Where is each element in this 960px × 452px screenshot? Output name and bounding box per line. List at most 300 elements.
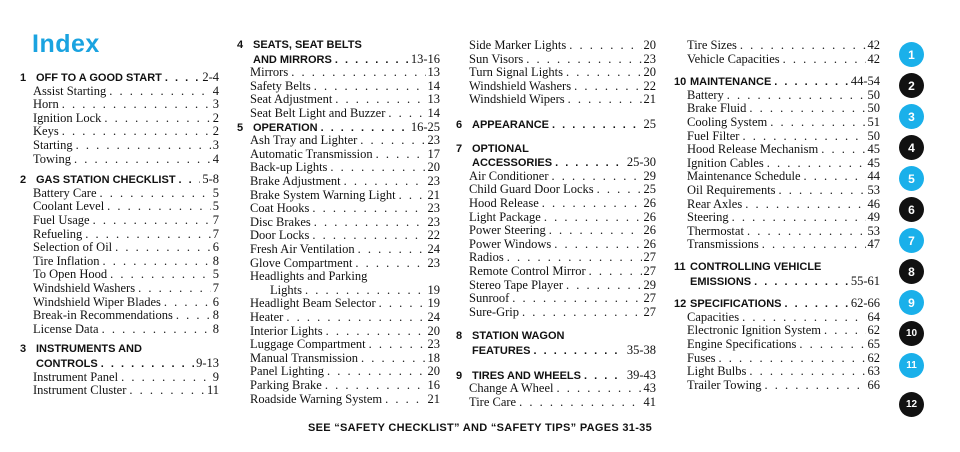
section-tab-7[interactable]: 7 [899, 228, 924, 253]
index-entry [674, 364, 880, 378]
section-heading [20, 70, 219, 84]
leader-dots [291, 65, 425, 79]
section-title: FEATURES [472, 345, 531, 357]
index-entry [237, 65, 440, 79]
page-range: 16-25 [410, 119, 440, 134]
leader-dots [110, 267, 211, 281]
page-number: 23 [427, 133, 440, 148]
entry-label: Windshield Wiper Blades [33, 294, 161, 309]
page-number: 22 [427, 228, 440, 243]
page-number: 21 [643, 92, 656, 107]
index-entry [674, 38, 880, 52]
entry-label: Power Windows [469, 236, 552, 251]
entry-label: Selection of Oil [33, 240, 113, 255]
section-title: SPECIFICATIONS [690, 298, 782, 311]
entry-label: Capacities [687, 309, 740, 324]
section-title: TIRES AND WHEELS [472, 369, 581, 382]
index-entry [237, 147, 440, 161]
entry-label: Brake Fluid [687, 101, 747, 116]
leader-dots [115, 240, 211, 254]
entry-label: Stereo Tape Player [469, 277, 564, 292]
page-range: 25-30 [626, 155, 656, 170]
index-entry [674, 156, 880, 170]
page-number: 6 [212, 240, 219, 255]
section-heading [237, 38, 440, 52]
leader-dots [804, 169, 866, 183]
entry-label: Luggage Compartment [250, 337, 366, 352]
entry-label: Light Package [469, 209, 541, 224]
leader-dots [507, 250, 642, 264]
leader-dots [85, 227, 210, 241]
index-entry [674, 310, 880, 324]
leader-dots [312, 228, 425, 242]
leader-dots [519, 395, 641, 409]
page-number: 8 [212, 308, 219, 323]
entry-label: Windshield Wipers [469, 92, 565, 107]
section-heading [20, 342, 219, 356]
entry-label: Cooling System [687, 115, 768, 129]
page-number: 23 [643, 51, 656, 66]
entry-label: License Data [33, 321, 99, 336]
entry-label: Automatic Transmission [250, 146, 373, 161]
page-number: 21 [427, 187, 440, 202]
section-title: APPEARANCE [472, 119, 550, 131]
page-number: 26 [643, 209, 656, 224]
entry-label: Brake System Warning Light [250, 187, 396, 202]
page-number: 51 [867, 115, 880, 129]
page-number: 14 [427, 78, 440, 93]
page-number: 42 [867, 38, 880, 52]
leader-dots [93, 213, 211, 227]
page-number: 7 [212, 226, 219, 241]
leader-dots [589, 264, 642, 278]
index-entry [456, 169, 656, 183]
index-entry [237, 256, 440, 270]
page-number: 5 [212, 199, 219, 214]
index-entry [674, 52, 880, 66]
leader-dots [376, 147, 426, 161]
entry-label: Radios [469, 250, 504, 265]
entry-label: Mirrors [250, 65, 289, 80]
leader-dots [355, 256, 425, 270]
leader-dots [512, 291, 641, 305]
index-entry [237, 269, 440, 283]
leader-dots [526, 52, 641, 66]
section-title: OPTIONAL [472, 142, 529, 155]
section-heading [456, 117, 656, 131]
entry-label: Disc Brakes [250, 214, 311, 229]
leader-dots [360, 133, 425, 147]
section-tab-12[interactable]: 12 [899, 392, 924, 417]
section-heading [237, 52, 440, 66]
index-entry [237, 174, 440, 188]
index-entry [20, 281, 219, 295]
leader-dots [286, 310, 425, 324]
page-number: 23 [427, 174, 440, 188]
entry-label: Fuel Usage [33, 213, 90, 227]
page-number: 64 [867, 309, 880, 324]
section-number: 3 [20, 343, 27, 356]
entry-label: Oil Requirements [687, 183, 776, 197]
index-entry [674, 101, 880, 115]
index-entry [456, 79, 656, 93]
page-range: 35-38 [626, 343, 656, 357]
leader-dots [742, 310, 865, 324]
index-entry [456, 278, 656, 292]
section-title: INSTRUMENTS AND [36, 343, 142, 356]
page-number: 11 [206, 383, 219, 398]
entry-label: Heater [250, 310, 284, 324]
leader-dots [312, 201, 425, 215]
page-number: 21 [427, 391, 440, 406]
index-entry [456, 237, 656, 251]
section-heading [674, 74, 880, 88]
entry-label: Side Marker Lights [469, 38, 567, 52]
entry-label: Power Steering [469, 223, 546, 238]
leader-dots [164, 295, 211, 309]
page-range: 13-16 [410, 51, 440, 66]
index-entry [20, 322, 219, 336]
leader-dots [138, 281, 211, 295]
page-number: 8 [212, 321, 219, 336]
leader-dots [399, 188, 426, 202]
index-entry [674, 197, 880, 211]
page-number: 46 [867, 196, 880, 211]
entry-label: Sure-Grip [469, 304, 519, 319]
index-entry [20, 383, 219, 397]
section-heading [20, 356, 219, 370]
page-number: 42 [867, 51, 880, 66]
page-number: 65 [867, 337, 880, 351]
page-number: 24 [427, 310, 440, 324]
section-title: SEATS, SEAT BELTS [253, 39, 362, 51]
section-heading [456, 155, 656, 169]
section-number: 5 [237, 121, 244, 134]
page-number: 26 [643, 196, 656, 210]
page-number: 23 [427, 337, 440, 352]
entry-label: To Open Hood [33, 267, 108, 282]
index-entry [456, 65, 656, 79]
page-number: 7 [212, 281, 219, 295]
leader-dots [745, 197, 865, 211]
page-number: 26 [643, 223, 656, 238]
section-heading [237, 120, 440, 134]
section-title: MAINTENANCE [690, 76, 772, 89]
leader-dots [522, 305, 642, 319]
section-tab-5[interactable]: 5 [899, 166, 924, 191]
entry-label: Manual Transmission [250, 350, 359, 365]
page-number: 45 [867, 155, 880, 170]
page-number: 62 [867, 350, 880, 365]
leader-dots [76, 138, 211, 152]
leader-dots [326, 324, 426, 338]
page-range: 39-43 [626, 367, 656, 382]
entry-label: Turn Signal Lights [469, 65, 564, 80]
entry-label: Tire Sizes [687, 38, 737, 52]
leader-dots [102, 322, 211, 336]
index-entry [20, 308, 219, 322]
leader-dots [566, 65, 641, 79]
section-title: AND MIRRORS [253, 53, 332, 66]
section-number: 6 [456, 119, 463, 131]
leader-dots [574, 79, 641, 93]
index-entry [237, 283, 440, 297]
leader-dots [552, 118, 641, 132]
page-number: 5 [212, 267, 219, 282]
section-tab-4[interactable]: 4 [899, 135, 924, 160]
entry-label: Ignition Cables [687, 155, 764, 170]
page-range: 5-8 [202, 172, 219, 187]
page-number: 27 [643, 304, 656, 319]
entry-label: Steering [687, 210, 729, 225]
entry-label: Hood Release [469, 196, 539, 210]
entry-label: Child Guard Door Locks [469, 182, 594, 197]
index-entry [20, 254, 219, 268]
entry-label: Thermostat [687, 223, 744, 238]
entry-label: Light Bulbs [687, 364, 747, 379]
page-number: 5 [212, 185, 219, 200]
entry-label: Starting [33, 138, 73, 152]
page-number: 26 [643, 236, 656, 251]
section-tab-8[interactable]: 8 [899, 259, 924, 284]
index-entry [20, 213, 219, 227]
page-range: 62-66 [850, 296, 880, 311]
index-entry [20, 124, 219, 138]
index-entry [20, 111, 219, 125]
leader-dots [764, 378, 865, 392]
index-entry [674, 183, 880, 197]
index-entry [237, 337, 440, 351]
leader-dots [388, 106, 425, 120]
entry-label: Electronic Ignition System [687, 323, 822, 338]
index-entry [674, 210, 880, 224]
index-entry [674, 224, 880, 238]
leader-dots [330, 160, 425, 174]
entry-label: Tire Inflation [33, 253, 100, 268]
section-title: STATION WAGON [472, 330, 565, 343]
index-entry [674, 337, 880, 351]
index-entry [237, 324, 440, 338]
index-entry [20, 227, 219, 241]
page-number: 20 [643, 65, 656, 80]
leader-dots [358, 242, 426, 256]
leader-dots [597, 182, 642, 196]
leader-dots [107, 199, 211, 213]
index-entry [456, 264, 656, 278]
section-tab-9[interactable]: 9 [899, 290, 924, 315]
entry-label: Rear Axles [687, 196, 743, 211]
index-entry [456, 196, 656, 210]
index-entry [237, 160, 440, 174]
entry-label: Hood Release Mechanism [687, 142, 819, 157]
page-number: 8 [212, 253, 219, 268]
leader-dots [783, 52, 866, 66]
section-tab-11[interactable]: 11 [899, 353, 924, 378]
entry-label: Fuses [687, 350, 716, 365]
leader-dots [799, 337, 865, 351]
index-entry [456, 223, 656, 237]
page-number: 53 [867, 223, 880, 238]
page-range: 25 [643, 117, 656, 131]
page-number: 50 [867, 87, 880, 102]
entry-label: Fresh Air Ventilation [250, 242, 355, 256]
entry-label: Seat Belt Light and Buzzer [250, 106, 386, 120]
page-number: 29 [643, 277, 656, 292]
entry-label: Air Conditioner [469, 168, 549, 183]
index-entry [20, 152, 219, 166]
entry-label: Back-up Lights [250, 160, 328, 175]
leader-dots [314, 215, 426, 229]
entry-label: Sun Visors [469, 51, 524, 66]
section-number: 1 [20, 72, 27, 84]
index-entry [674, 169, 880, 183]
leader-dots [305, 283, 426, 297]
entry-label: Windshield Washers [33, 281, 136, 295]
page-number: 17 [427, 146, 440, 161]
section-number: 12 [674, 298, 687, 311]
page-number: 23 [427, 255, 440, 270]
leader-dots [327, 364, 426, 378]
section-number: 8 [456, 330, 463, 343]
section-tab-10[interactable]: 10 [899, 321, 924, 346]
index-entry [674, 142, 880, 156]
index-entry [237, 378, 440, 392]
leader-dots [74, 152, 211, 166]
leader-dots [569, 38, 641, 52]
leader-dots [385, 392, 425, 406]
page-range: 9-13 [196, 356, 219, 370]
page-number: 20 [643, 38, 656, 52]
page-number: 53 [867, 183, 880, 197]
index-entry [20, 84, 219, 98]
leader-dots [369, 337, 426, 351]
section-heading [20, 172, 219, 186]
leader-dots [779, 183, 866, 197]
page-number: 13 [427, 65, 440, 80]
entry-label: Sunroof [469, 291, 510, 306]
section-tab-3[interactable]: 3 [899, 104, 924, 129]
leader-dots [770, 115, 865, 129]
page-number: 63 [867, 364, 880, 379]
section-title: CONTROLLING VEHICLE [690, 261, 822, 273]
page-number: 23 [427, 201, 440, 216]
section-number: 11 [674, 261, 686, 273]
page-number: 47 [867, 237, 880, 252]
index-entry [237, 228, 440, 242]
page-number: 24 [427, 242, 440, 256]
leader-dots [727, 88, 866, 102]
index-entry [20, 267, 219, 281]
section-title: GAS STATION CHECKLIST [36, 174, 176, 187]
page-number: 43 [643, 381, 656, 396]
index-entry [456, 52, 656, 66]
section-heading [456, 142, 656, 156]
index-entry [237, 351, 440, 365]
section-number: 10 [674, 76, 687, 89]
index-entry [456, 38, 656, 52]
section-tab-1[interactable]: 1 [899, 42, 924, 67]
entry-label: Assist Starting [33, 83, 107, 98]
leader-dots [314, 79, 426, 93]
index-entry [237, 201, 440, 215]
section-title: EMISSIONS [690, 275, 752, 288]
leader-dots [749, 364, 865, 378]
leader-dots [747, 224, 866, 238]
entry-label: Safety Belts [250, 78, 311, 93]
section-title: ACCESSORIES [472, 157, 553, 170]
page-number: 20 [427, 364, 440, 379]
leader-dots [718, 351, 865, 365]
leader-dots [176, 308, 211, 322]
leader-dots [556, 381, 641, 395]
page-number: 19 [427, 296, 440, 311]
leader-dots [109, 84, 210, 98]
leader-dots [824, 323, 865, 337]
page-number: 14 [427, 106, 440, 120]
index-entry [674, 88, 880, 102]
leader-dots [568, 92, 642, 106]
page-range: 2-4 [202, 70, 219, 84]
leader-dots [544, 210, 642, 224]
index-entry [456, 250, 656, 264]
index-entry [456, 291, 656, 305]
page-number: 2 [212, 124, 219, 139]
index-entry [456, 210, 656, 224]
index-entry [674, 378, 880, 392]
section-heading [456, 368, 656, 382]
page-number: 25 [643, 182, 656, 197]
section-tab-2[interactable]: 2 [899, 73, 924, 98]
page-number: 3 [212, 138, 219, 152]
page-title: Index [32, 30, 100, 58]
entry-label: Windshield Washers [469, 78, 572, 93]
section-heading [674, 296, 880, 310]
index-entry [20, 97, 219, 111]
entry-label: Brake Adjustment [250, 174, 341, 188]
section-title: OFF TO A GOOD START [36, 72, 162, 84]
index-entry [456, 305, 656, 319]
entry-label: Ignition Lock [33, 110, 102, 125]
index-entry [674, 351, 880, 365]
page-number: 3 [212, 97, 219, 112]
index-entry [456, 92, 656, 106]
index-entry [20, 199, 219, 213]
section-heading [456, 329, 656, 343]
entry-label: Headlight Beam Selector [250, 296, 376, 311]
page-range: 44-54 [850, 74, 880, 89]
leader-dots [103, 254, 211, 268]
index-entry [674, 237, 880, 251]
entry-label: Coolant Level [33, 199, 105, 214]
index-entry [237, 133, 440, 147]
page-number: 27 [643, 291, 656, 306]
page-number: 20 [427, 160, 440, 175]
page-number: 29 [643, 168, 656, 183]
page-number: 62 [867, 323, 880, 338]
entry-label: Towing [33, 151, 72, 166]
index-entry [20, 138, 219, 152]
leader-dots [821, 142, 865, 156]
section-number: 7 [456, 142, 463, 155]
page-number: 4 [212, 83, 219, 98]
page-number: 27 [643, 264, 656, 278]
leader-dots [754, 275, 849, 289]
entry-label: Transmissions [687, 237, 759, 252]
index-entry [237, 364, 440, 378]
section-number: 2 [20, 174, 27, 187]
section-tab-6[interactable]: 6 [899, 197, 924, 222]
leader-dots [121, 370, 211, 384]
